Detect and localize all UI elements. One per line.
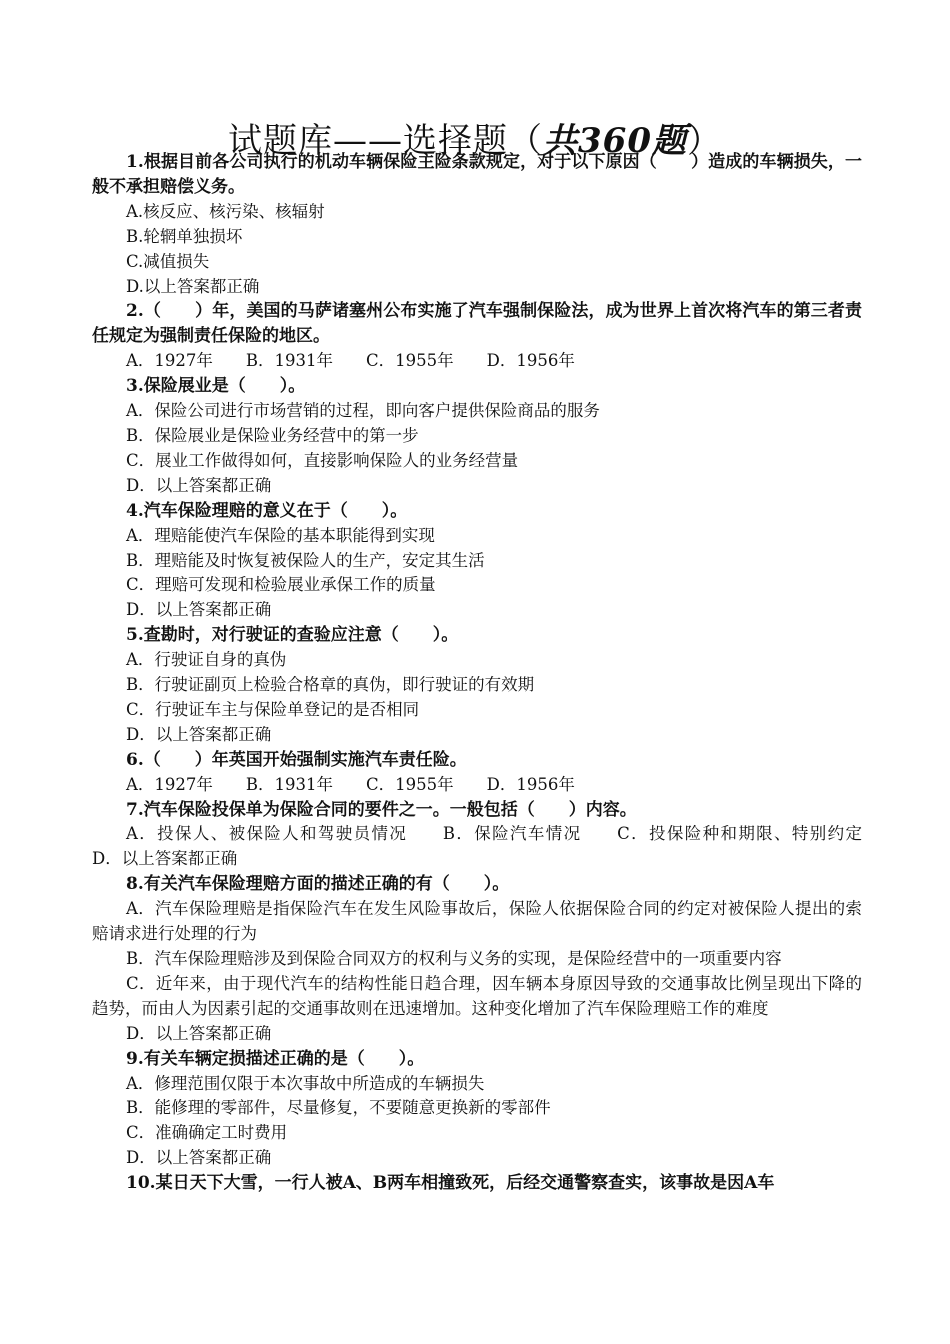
option-c: C．展业工作做得如何，直接影响保险人的业务经营量 bbox=[126, 450, 519, 470]
option-d: D．以上答案都正确 bbox=[126, 724, 272, 744]
option-c: C．准确确定工时费用 bbox=[126, 1123, 288, 1143]
option-c: C．近年来，由于现代汽车的结构性能日趋合理，因车辆本身原因导致的交通事故比例呈现出下降的趋势，而由人为因素引起的交通事故则在迅速增加。这种变化增加了汽车保险理赔工作的难度 bbox=[92, 973, 862, 1018]
option-a: A．汽车保险理赔是指保险汽车在发生风险事故后，保险人依据保险合同的约定对被保险人提出的索赔请求进行处理的行为 bbox=[92, 899, 862, 944]
option-a: A．理赔能使汽车保险的基本职能得到实现 bbox=[126, 525, 435, 545]
option-a: A．修理范围仅限于本次事故中所造成的车辆损失 bbox=[126, 1073, 485, 1093]
title-main: 试题库——选择题（ bbox=[228, 120, 543, 161]
option-b: B．保险展业是保险业务经营中的第一步 bbox=[126, 425, 419, 445]
question-stem: 1.根据目前各公司执行的机动车辆保险主险条款规定，对于以下原因（ ）造成的车辆损失，一般不承担赔偿义务。 bbox=[92, 152, 862, 197]
question-stem: 10.某日天下大雪，一行人被A、B两车相撞致死，后经交通警察查实，该事故是因A车 bbox=[126, 1173, 775, 1194]
option-d: D．以上答案都正确 bbox=[126, 1023, 272, 1043]
option-a: A.核反应、核污染、核辐射 bbox=[126, 201, 325, 221]
option-c: C．行驶证车主与保险单登记的是否相同 bbox=[126, 699, 420, 719]
question-stem: 7.汽车保险投保单为保险合同的要件之一。一般包括（ ）内容。 bbox=[126, 799, 637, 820]
question-stem: 9.有关车辆定损描述正确的是（ ）。 bbox=[126, 1048, 425, 1069]
option-c: C．理赔可发现和检验展业承保工作的质量 bbox=[126, 575, 436, 595]
question-stem: 3.保险展业是（ ）。 bbox=[126, 376, 306, 397]
option-a: A．行驶证自身的真伪 bbox=[126, 650, 287, 670]
option-b: B．能修理的零部件，尽量修复，不要随意更换新的零部件 bbox=[126, 1098, 551, 1118]
inline-options: A．1927年 B．1931年 C．1955年 D．1956年 bbox=[126, 774, 575, 794]
option-c: C.减值损失 bbox=[126, 251, 210, 271]
inline-options: A．1927年 B．1931年 C．1955年 D．1956年 bbox=[126, 351, 575, 371]
question-stem: 8.有关汽车保险理赔方面的描述正确的有（ ）。 bbox=[126, 874, 510, 895]
question-stem: 6.（ ）年英国开始强制实施汽车责任险。 bbox=[126, 749, 467, 770]
option-d: D.以上答案都正确 bbox=[126, 276, 260, 296]
option-b: B.轮辋单独损坏 bbox=[126, 226, 243, 246]
option-b: B．理赔能及时恢复被保险人的生产，安定其生活 bbox=[126, 550, 485, 570]
question-stem: 5.查勘时，对行驶证的查验应注意（ ）。 bbox=[126, 625, 459, 646]
option-b: B．行驶证副页上检验合格章的真伪，即行驶证的有效期 bbox=[126, 675, 535, 695]
question-stem: 2.（ ）年，美国的马萨诸塞州公布实施了汽车强制保险法，成为世界上首次将汽车的第三者责任规定为强制责任保险的地区。 bbox=[92, 301, 862, 347]
wrapped-options: A．投保人、被保险人和驾驶员情况 B．保险汽车情况 C．投保险种和期限、特别约定 D．以上答案都正确 bbox=[92, 824, 895, 869]
option-b: B．汽车保险理赔涉及到保险合同双方的权利与义务的实现，是保险经营中的一项重要内容 bbox=[126, 949, 782, 968]
option-a: A．保险公司进行市场营销的过程，即向客户提供保险商品的服务 bbox=[126, 401, 600, 421]
option-d: D．以上答案都正确 bbox=[126, 600, 272, 620]
question-stem: 4.汽车保险理赔的意义在于（ ）。 bbox=[126, 500, 408, 521]
title-close: ） bbox=[686, 120, 722, 161]
option-d: D．以上答案都正确 bbox=[126, 1148, 272, 1168]
option-d: D．以上答案都正确 bbox=[126, 475, 272, 495]
title-count: 共360题 bbox=[543, 120, 687, 161]
question-list bbox=[92, 150, 895, 1196]
